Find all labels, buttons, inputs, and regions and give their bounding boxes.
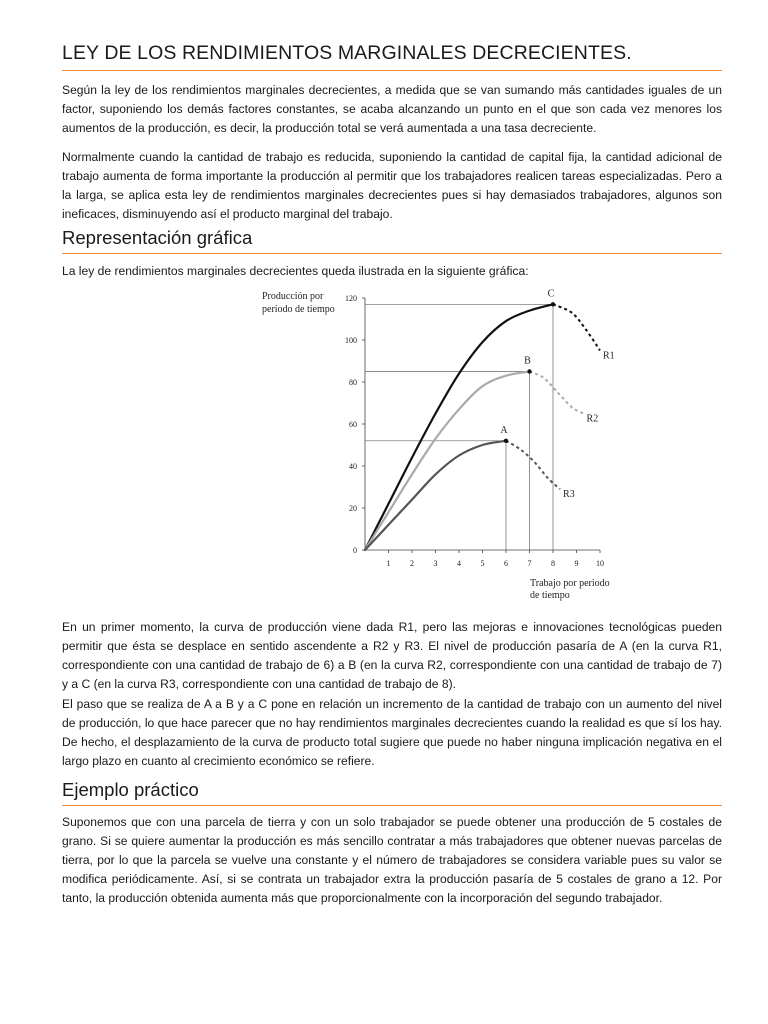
curve-dashed-r1 [553, 304, 600, 350]
document-title: LEY DE LOS RENDIMIENTOS MARGINALES DECRECIENTES. [62, 42, 632, 64]
x-tick-label: 3 [433, 559, 438, 568]
heading-ejemplo: Ejemplo práctico [62, 779, 199, 800]
x-tick-label: 10 [596, 559, 604, 568]
x-axis-label-line1: Trabajo por periodo [530, 578, 610, 589]
peak-label-b: B [524, 355, 531, 367]
curve-dashed-r2 [530, 372, 584, 414]
x-tick-label: 4 [457, 559, 461, 568]
y-tick-label: 0 [353, 546, 357, 555]
production-chart [192, 282, 652, 602]
series-label-r1: R1 [603, 350, 615, 362]
paragraph-intro: Según la ley de los rendimientos marginales decrecientes, a medida que se van sumando más cantidades iguales de un factor, suponiendo los demás factores constantes, se acaba alcanzando un punto en el que son cada vez menores los aumentos de la producción, es decir, la producción total se verá aumentada a una tasa decreciente. [62, 83, 722, 135]
representacion-divider [62, 253, 722, 254]
curve-dashed-r3 [506, 441, 560, 489]
curve-r3 [365, 441, 506, 550]
x-tick-label: 1 [386, 559, 391, 568]
peak-label-c: C [547, 288, 555, 300]
paragraph-paso: El paso que se realiza de A a B y a C pone en relación un incremento de la cantidad de trabajo con un aumento del nivel de producción, lo que hace parecer que no hay rendimientos marginales decrecientes cuando la realidad es que sí los hay. De hecho, el desplazamiento de la curva de producto total sugiere que puede no haber ninguna implicación negativa en el largo plazo en cuanto al crecimiento económico se refiere. [62, 697, 722, 768]
paragraph-desplazamiento: En un primer momento, la curva de producción viene dada R1, pero las mejoras e innovaciones tecnológicas pueden permitir que ésta se desplace en sentido ascendente a R2 y R3. El nivel de producción pasaría de A (en la curva R1, correspondiente con una cantidad de trabajo de 6) a B (en la curva R2, correspondiente con una cantidad de trabajo de 7) y a C (en la curva R3, correspondiente con una cantidad de trabajo de 8). [62, 620, 722, 691]
peak-point-a [504, 439, 508, 443]
x-tick-label: 8 [551, 559, 555, 568]
x-tick-label: 7 [527, 559, 532, 568]
y-tick-label: 60 [349, 420, 357, 429]
x-axis-label-line2: de tiempo [530, 590, 570, 601]
y-tick-label: 80 [349, 378, 357, 387]
title-divider [62, 70, 722, 71]
x-tick-label: 6 [504, 559, 508, 568]
x-tick-label: 9 [574, 559, 579, 568]
x-tick-label: 2 [410, 559, 414, 568]
y-tick-label: 40 [349, 462, 357, 471]
y-tick-label: 100 [345, 336, 357, 345]
series-label-r3: R3 [563, 489, 575, 501]
curve-r1 [365, 304, 553, 550]
x-tick-label: 5 [480, 559, 485, 568]
paragraph-chart-intro: La ley de rendimientos marginales decrecientes queda ilustrada en la siguiente gráfica: [62, 264, 529, 278]
series-label-r2: R2 [586, 413, 599, 425]
paragraph-ejemplo: Suponemos que con una parcela de tierra y con un solo trabajador se puede obtener una producción de 5 costales de grano. Si se quiere aumentar la producción es más sencillo contratar a más trabajadores que obtener nuevas parcelas de tierra, por lo que la parcela se vuelve una constante y el número de trabajadores se considera variable pues su valor se modifica periódicamente. Así, si se contrata un trabajador extra la producción pasaría de 5 costales de grano a 12. Por tanto, la producción obtenida aumenta más que proporcionalmente con la incorporación del segundo trabajador. [62, 815, 722, 905]
peak-point-c [551, 302, 555, 306]
y-axis-label-line1: Producción por [262, 291, 324, 302]
ejemplo-divider [62, 805, 722, 806]
peak-label-a: A [500, 424, 508, 436]
y-tick-label: 20 [349, 504, 357, 513]
y-axis-label-line2: periodo de tiempo [262, 304, 335, 315]
heading-representacion: Representación gráfica [62, 227, 253, 248]
peak-point-b [527, 369, 531, 373]
paragraph-trabajo: Normalmente cuando la cantidad de trabajo es reducida, suponiendo la cantidad de capital fija, la cantidad adicional de trabajo aumenta de forma importante la producción al permitir que los trabajadores realicen tareas especializadas. Pero a la larga, se aplica esta ley de rendimientos marginales decrecientes pues si hay demasiados trabajadores, algunos son ineficaces, disminuyendo así el producto marginal del trabajo. [62, 150, 722, 221]
y-tick-label: 120 [345, 294, 357, 303]
